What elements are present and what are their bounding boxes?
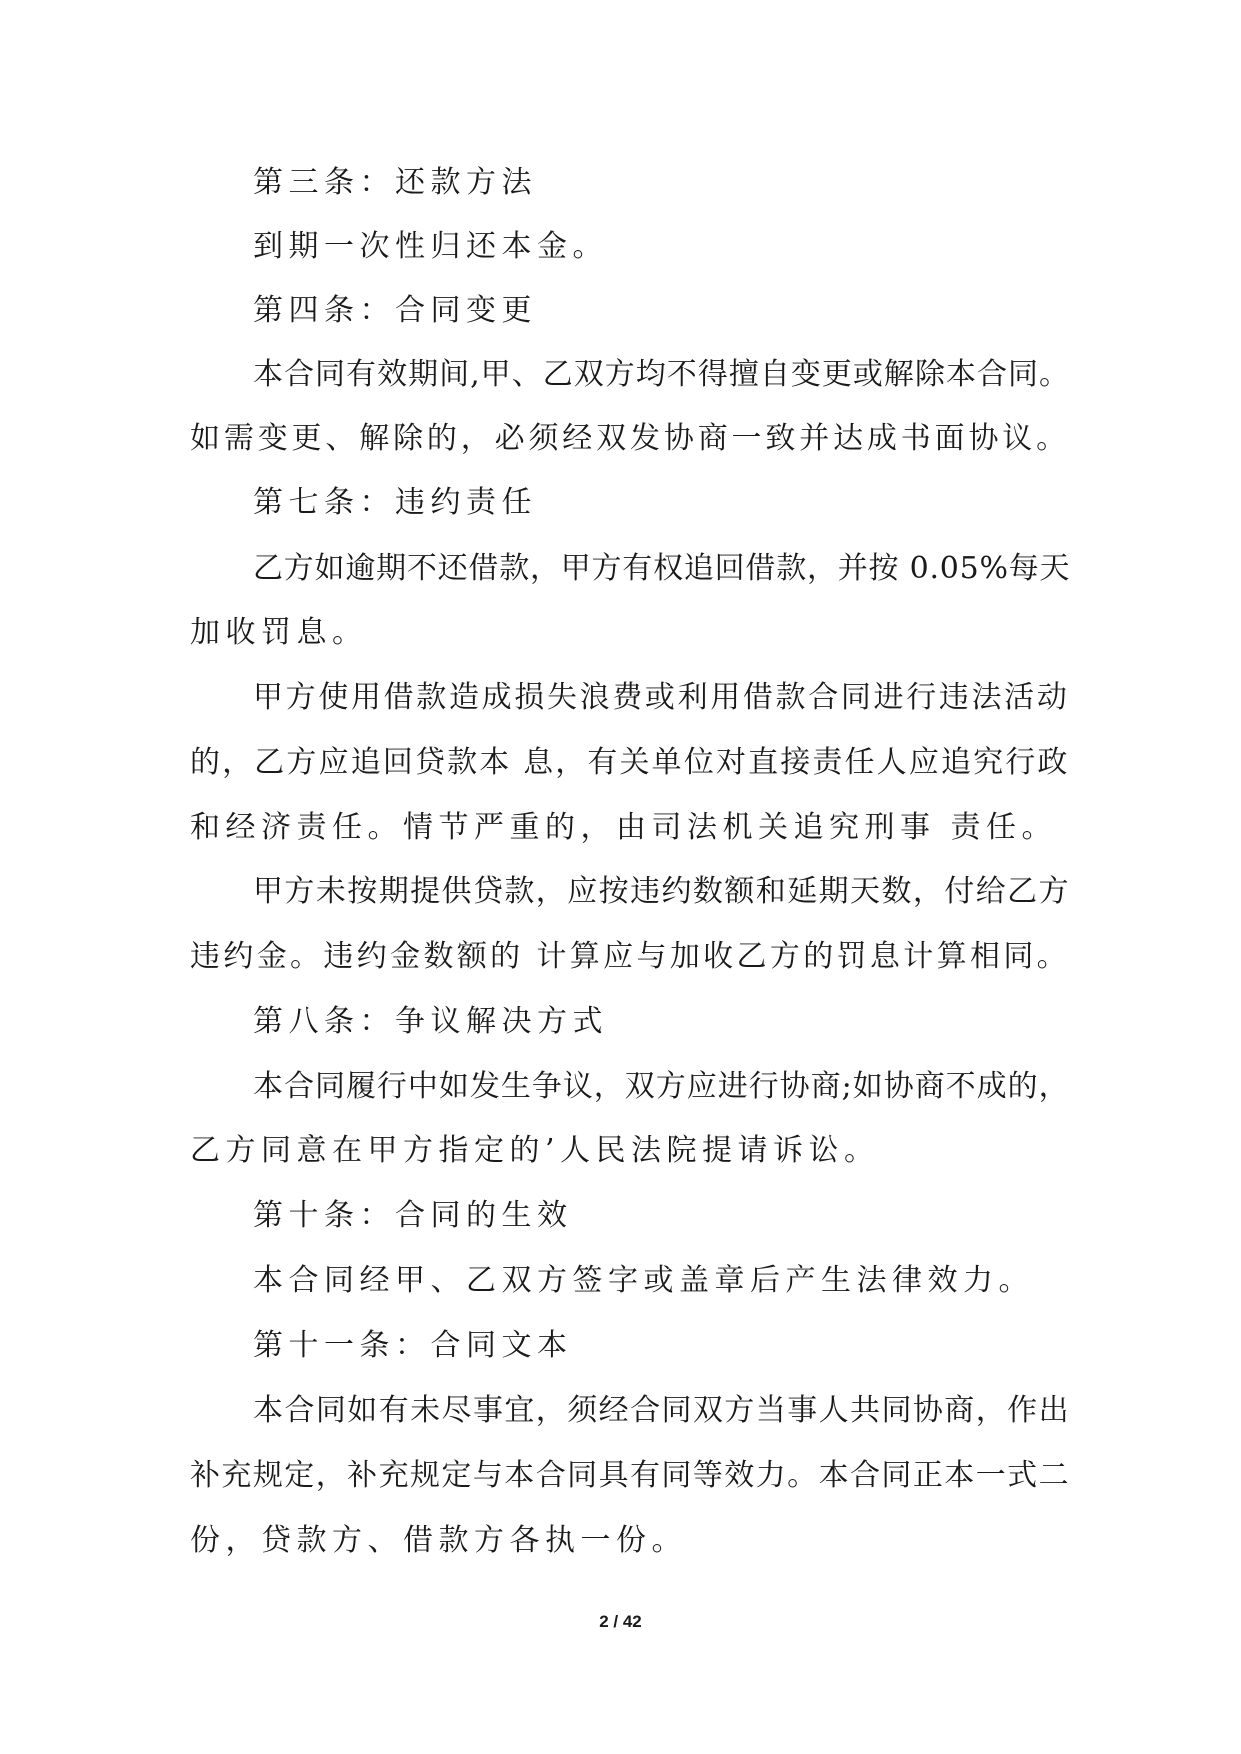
- article-7-para-2-line-3: 和经济责任。情节严重的，由司法机关追究刑事 责任。: [190, 810, 1058, 845]
- article-7-heading: 第七条：违约责任: [253, 485, 537, 520]
- article-11-body-line-1: 本合同如有未尽事宜，须经合同双方当事人共同协商，作出: [253, 1393, 1070, 1428]
- article-7-para-2-line-1: 甲方使用借款造成损失浪费或利用借款合同进行违法活动: [253, 680, 1070, 715]
- article-11-heading: 第十一条：合同文本: [253, 1328, 573, 1363]
- article-11-body-line-2: 补充规定，补充规定与本合同具有同等效力。本合同正本一式二: [190, 1458, 1070, 1493]
- article-4-heading: 第四条：合同变更: [253, 293, 537, 328]
- article-8-body-line-1: 本合同履行中如发生争议，双方应进行协商;如协商不成的，: [253, 1069, 1070, 1104]
- page-number: 2 / 42: [599, 1612, 642, 1631]
- article-7-para-1-line-1: 乙方如逾期不还借款，甲方有权追回借款，并按 0.05%每天: [253, 551, 1071, 586]
- article-10-body: 本合同经甲、乙双方签字或盖章后产生法律效力。: [253, 1263, 1034, 1298]
- article-4-body-line-2: 如需变更、解除的，必须经双发协商一致并达成书面协议。: [190, 421, 1070, 456]
- article-11-body-line-3: 份，贷款方、借款方各执一份。: [190, 1523, 687, 1558]
- article-8-body-line-2: 乙方同意在甲方指定的’人民法院提请诉讼。: [190, 1133, 880, 1168]
- article-10-heading: 第十条：合同的生效: [253, 1198, 573, 1233]
- article-3-heading: 第三条：还款方法: [253, 165, 537, 200]
- article-7-para-2-line-2: 的，乙方应追回贷款本 息，有关单位对直接责任人应追究行政: [190, 745, 1070, 780]
- article-3-body: 到期一次性归还本金。: [253, 229, 608, 264]
- article-7-para-1-line-2: 加收罚息。: [190, 615, 368, 650]
- article-4-body-line-1: 本合同有效期间,甲、乙双方均不得擅自变更或解除本合同。: [253, 357, 1071, 392]
- article-7-para-3-line-1: 甲方未按期提供贷款，应按违约数额和延期天数，付给乙方: [253, 874, 1070, 909]
- article-8-heading: 第八条：争议解决方式: [253, 1004, 608, 1039]
- article-7-para-3-line-2: 违约金。违约金数额的 计算应与加收乙方的罚息计算相同。: [190, 939, 1071, 974]
